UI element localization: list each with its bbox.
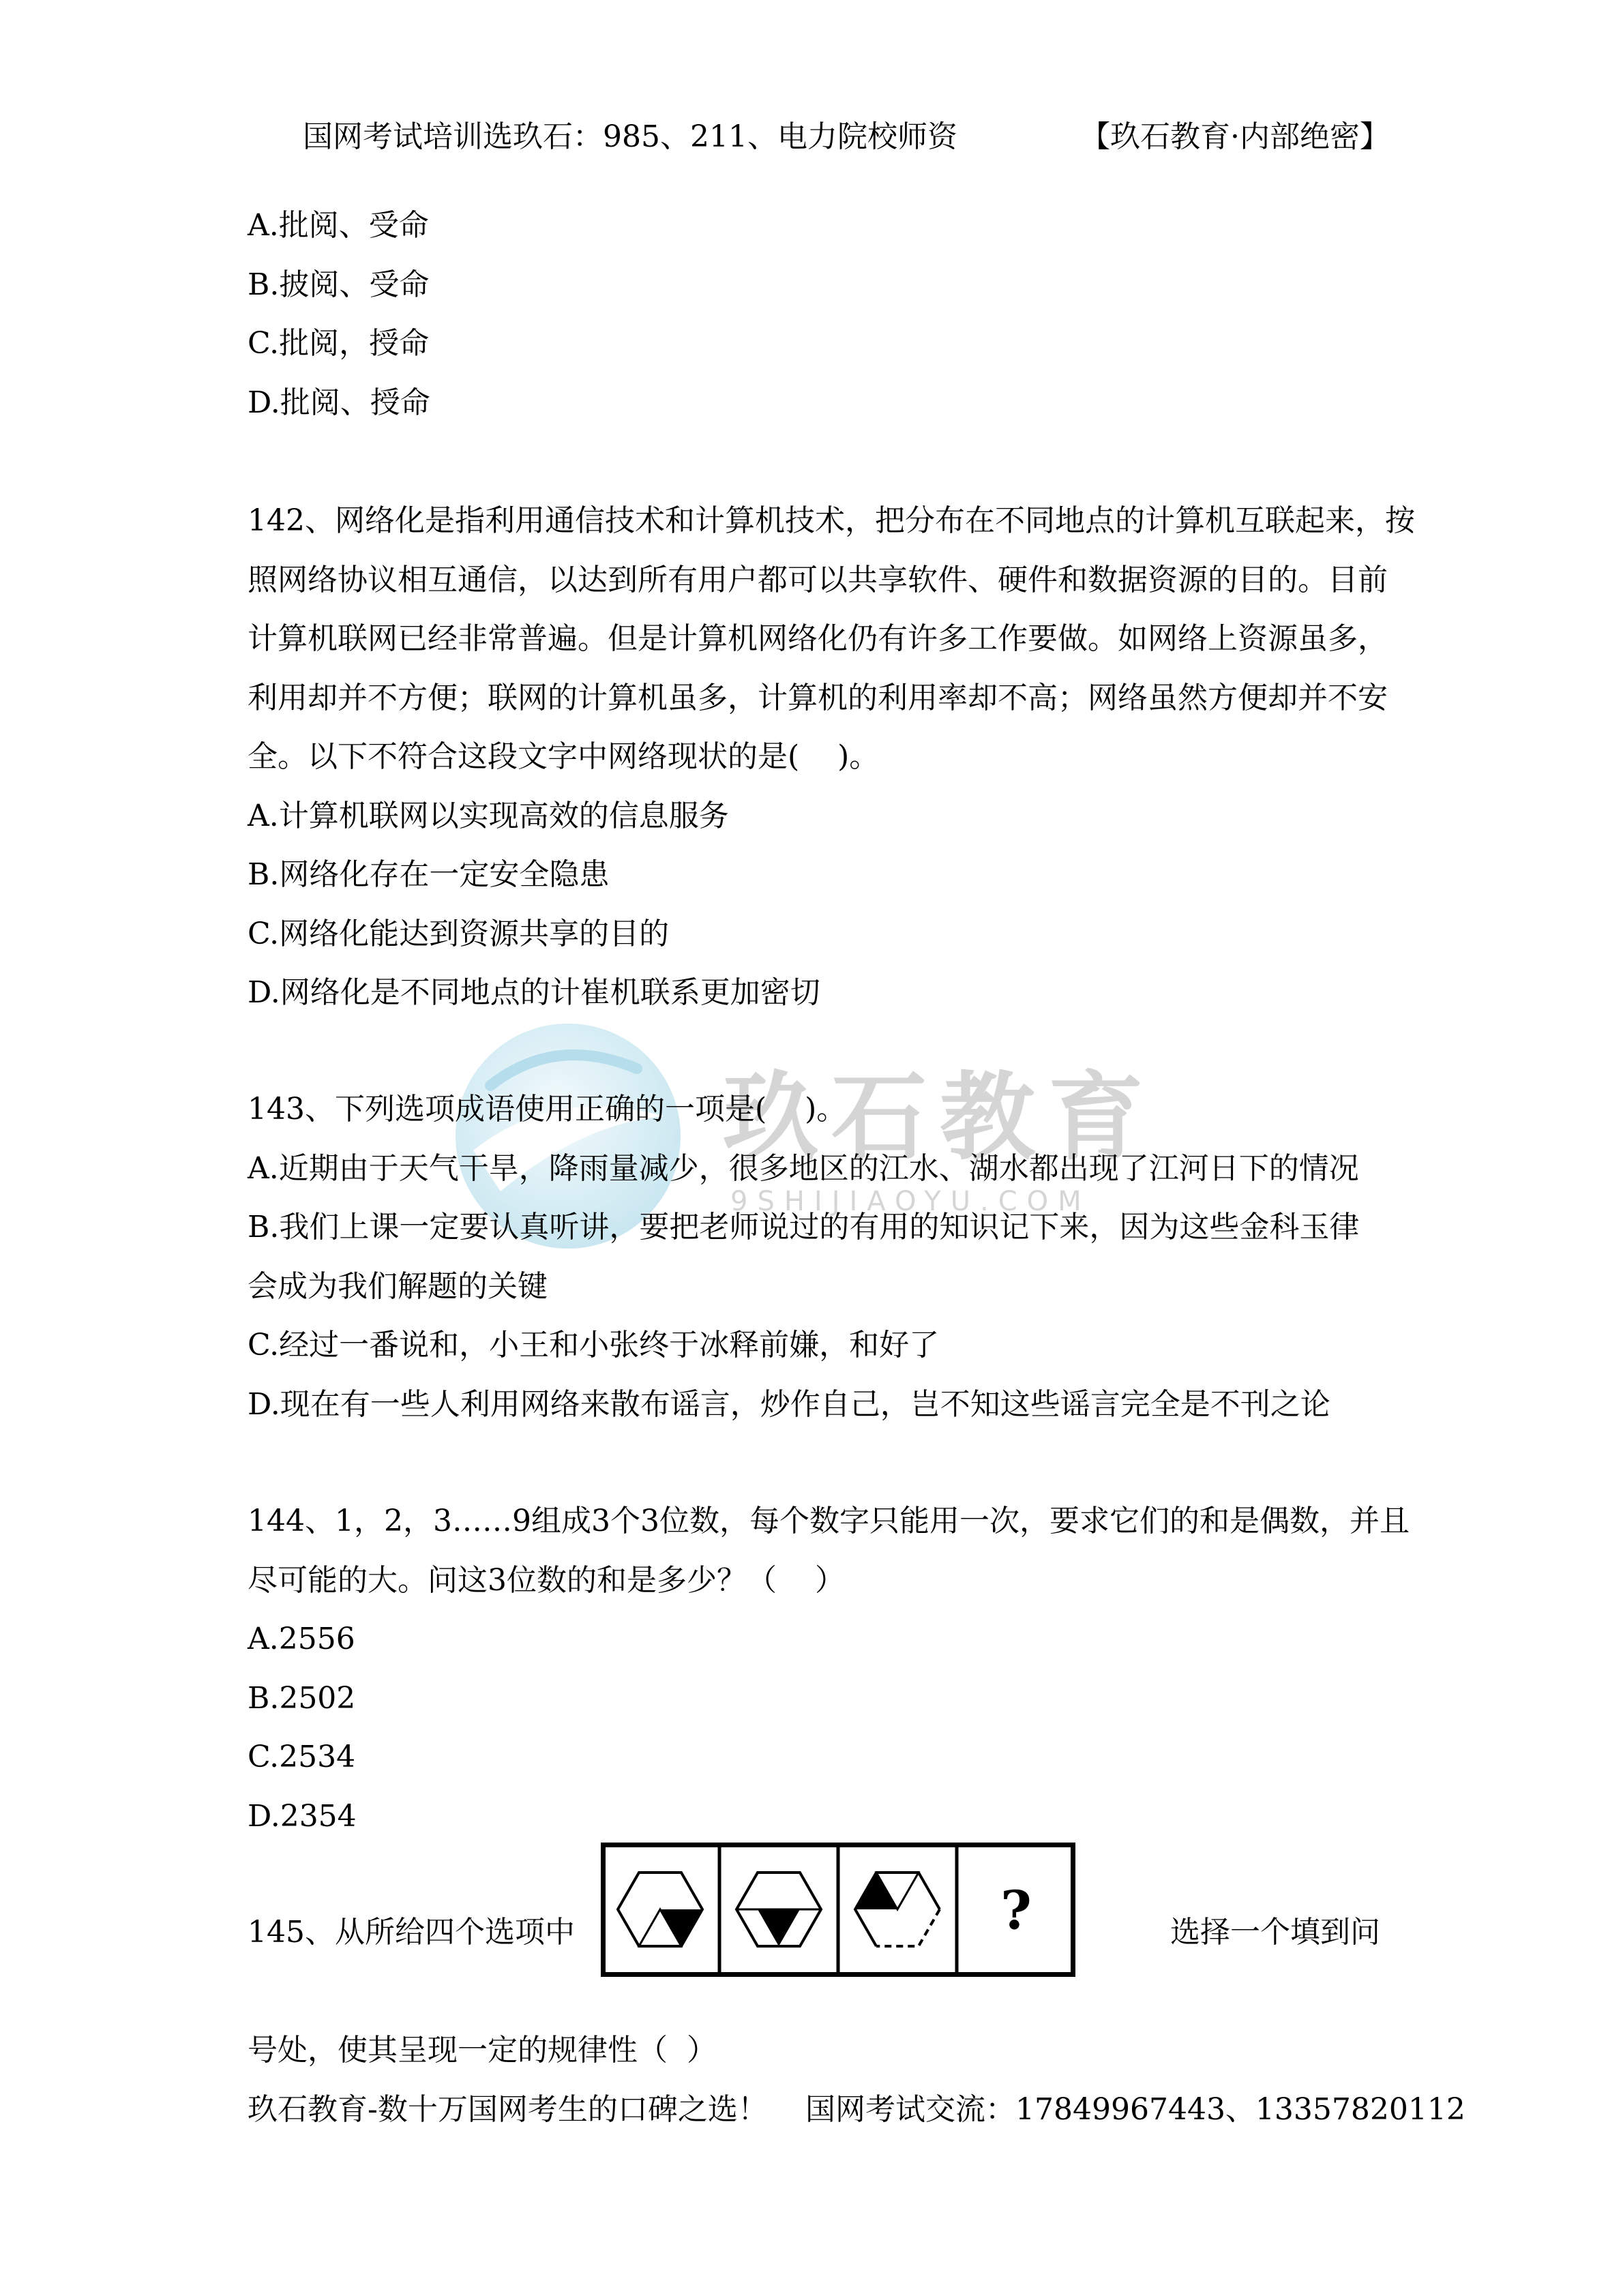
question-stem-line: 全。以下不符合这段文字中网络现状的是( )。 — [248, 739, 880, 774]
option-c: C.网络化能达到资源共享的目的 — [248, 916, 670, 951]
watermark-brand-text: 玖石教育 — [723, 1062, 1157, 1174]
option-c: C.2534 — [248, 1740, 356, 1774]
question-stem-line: 尽可能的大。问这3位数的和是多少？（ ） — [248, 1562, 845, 1598]
header-right-text: 【玖石教育·内部绝密】 — [1080, 119, 1390, 154]
watermark-site-text: 9SHIJIAOYU.COM — [730, 1186, 1091, 1217]
question-143 — [248, 1080, 1359, 1434]
question-mark-text: ? — [1000, 1879, 1032, 1942]
question-stem-line: 144、1，2，3……9组成3个3位数，每个数字只能用一次，要求它们的和是偶数，并且 — [248, 1504, 1410, 1538]
question-stem-line: 利用却并不方便；联网的计算机虽多，计算机的利用率却不高；网络虽然方便却并不安 — [248, 680, 1388, 715]
option-a: A.批阅、受命 — [248, 208, 429, 243]
option-a: A.近期由于天气干旱，降雨量减少，很多地区的江水、湖水都出现了江河日下的情况 — [248, 1150, 1359, 1186]
option-b: B.2502 — [248, 1680, 356, 1716]
header-left-text: 国网考试培训选玖石：985、211、电力院校师资 — [303, 119, 957, 154]
option-b: B.网络化存在一定安全隐患 — [248, 857, 610, 892]
question-145-figure — [601, 1843, 1075, 1977]
question-144 — [248, 1492, 1410, 1846]
option-d: D.现在有一些人利用网络来散布谣言，炒作自己，岂不知这些谣言完全是不刊之论 — [248, 1386, 1330, 1422]
question-145-stem-after: 选择一个填到问 — [1170, 1915, 1380, 1950]
option-c: C.批阅，授命 — [248, 326, 430, 361]
option-d: D.批阅、授命 — [248, 385, 430, 420]
question-145-stem-start: 145、从所给四个选项中 — [248, 1915, 575, 1950]
question-stem-line: 142、网络化是指利用通信技术和计算机技术，把分布在不同地点的计算机互联起来，按 — [248, 503, 1415, 538]
option-a: A.计算机联网以实现高效的信息服务 — [248, 798, 729, 833]
question-145-stem-line2: 号处，使其呈现一定的规律性（ ） — [248, 2033, 717, 2068]
option-b: B.我们上课一定要认真听讲，要把老师说过的有用的知识记下来，因为这些金科玉律 — [248, 1210, 1360, 1244]
option-d: D.2354 — [248, 1798, 357, 1834]
question-142 — [248, 492, 1415, 1023]
previous-question-options — [248, 196, 430, 432]
footer-right-text: 国网考试交流：17849967443、13357820112 — [805, 2092, 1465, 2127]
question-stem-line: 照网络协议相互通信，以达到所有用户都可以共享软件、硬件和数据资源的目的。目前 — [248, 562, 1388, 597]
question-stem-line: 143、下列选项成语使用正确的一项是( )。 — [248, 1092, 847, 1127]
option-b: B.披阅、受命 — [248, 267, 430, 302]
option-a: A.2556 — [248, 1622, 355, 1656]
option-b-continuation: 会成为我们解题的关键 — [248, 1268, 548, 1304]
option-c: C.经过一番说和，小王和小张终于冰释前嫌，和好了 — [248, 1328, 940, 1362]
footer-left-text: 玖石教育-数十万国网考生的口碑之选！ — [248, 2092, 768, 2127]
question-stem-line: 计算机联网已经非常普遍。但是计算机网络化仍有许多工作要做。如网络上资源虽多， — [248, 621, 1388, 656]
option-d: D.网络化是不同地点的计崔机联系更加密切 — [248, 975, 820, 1010]
